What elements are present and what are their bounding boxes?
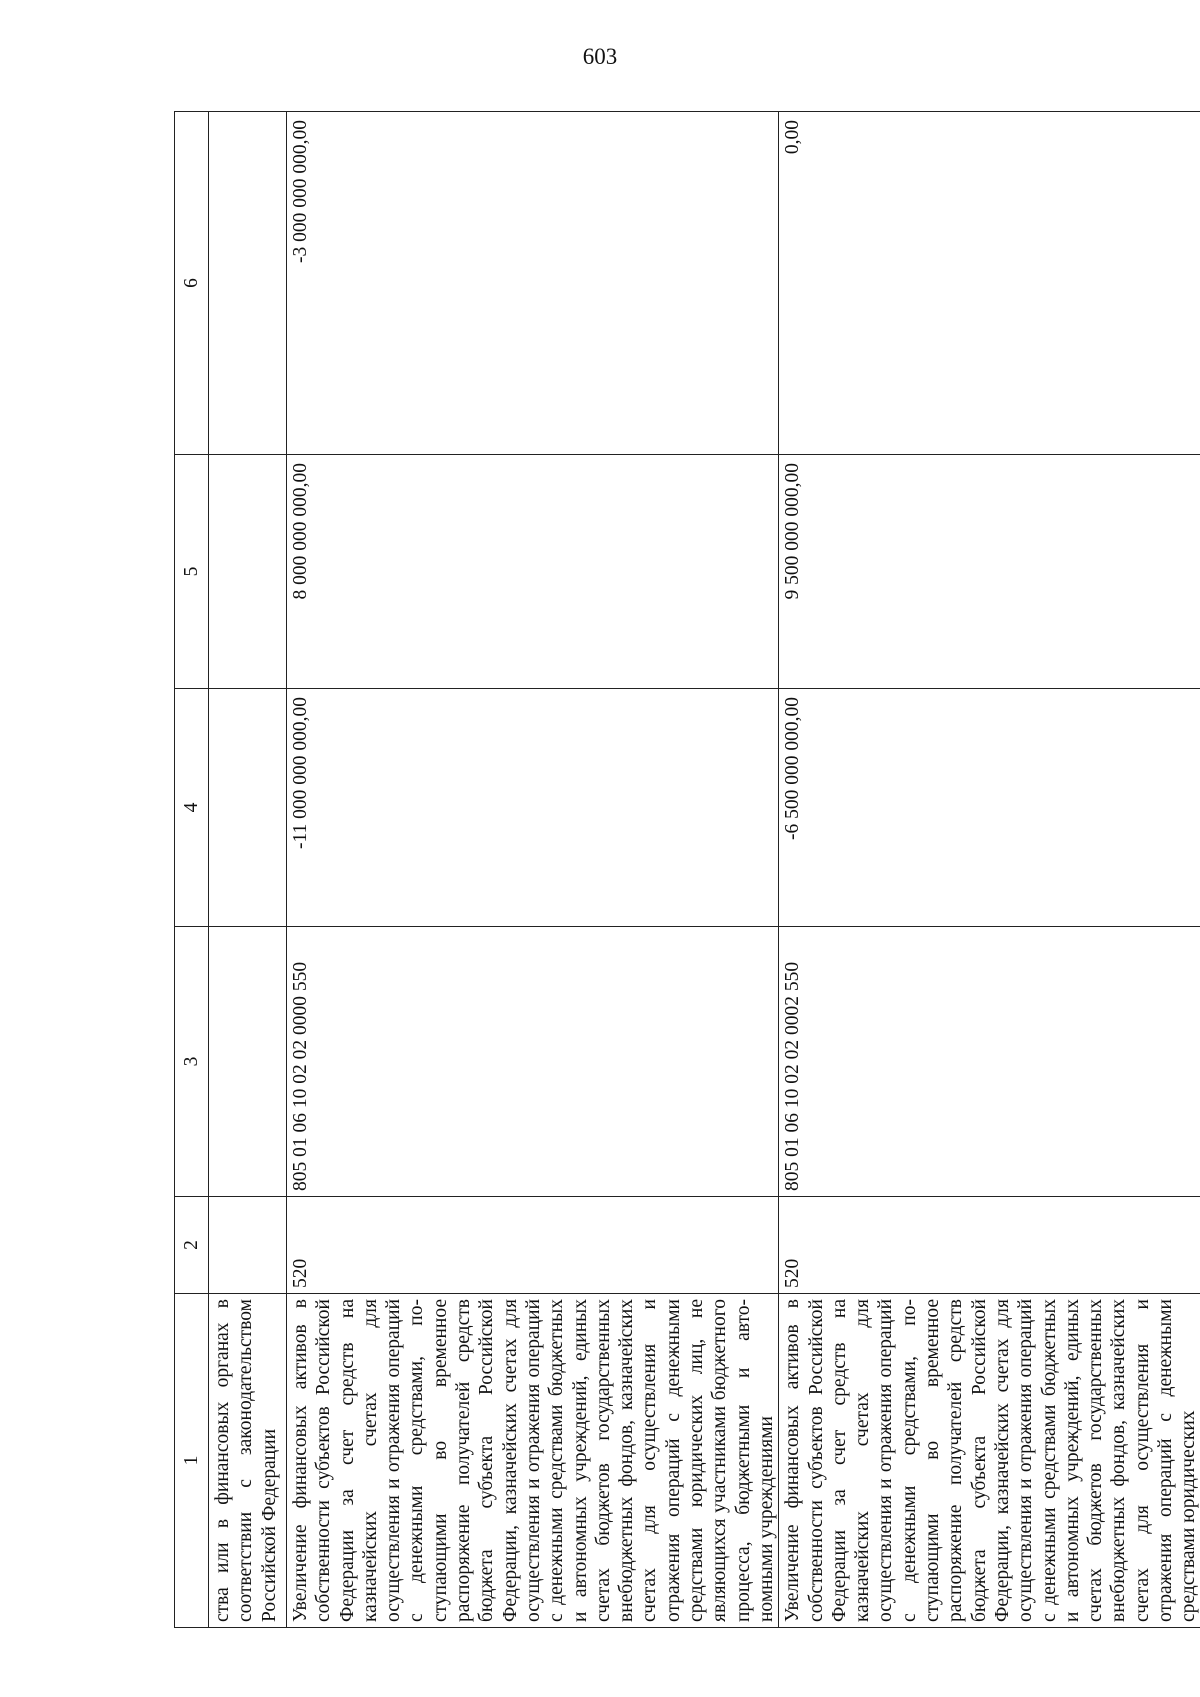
amount-cell (209, 112, 287, 455)
admin-code-cell (209, 1197, 287, 1294)
amount-cell (209, 455, 287, 689)
admin-code-cell: 520 (779, 1197, 1200, 1294)
amount-cell: -3 000 000 000,00 (287, 112, 779, 455)
budget-code-cell: 805 01 06 10 02 02 0000 550 (287, 927, 779, 1197)
header-cell: 1 (175, 1294, 209, 1628)
amount-cell: 9 500 000 000,00 (779, 455, 1200, 689)
amount-cell: 0,00 (779, 112, 1200, 455)
budget-code-cell: 805 01 06 10 02 02 0002 550 (779, 927, 1200, 1197)
header-cell: 3 (175, 927, 209, 1197)
header-cell: 2 (175, 1197, 209, 1294)
budget-table (174, 111, 1200, 1628)
amount-cell (209, 689, 287, 927)
table-row (209, 112, 287, 1628)
table-row (779, 112, 1200, 1628)
amount-cell: -11 000 000 000,00 (287, 689, 779, 927)
budget-code-cell (209, 927, 287, 1197)
description-cell: ства или в финансовых органах в соответствии с законодательством Российской Федерации (209, 1294, 287, 1628)
description-text: Увеличение финансовых активов в собственности субъектов Российской Федерации за счет средств на казначейских счетах для осуществления и отражения операций с денежными средствами, поступающими во временное распоряжение получателей средств бюджета субъекта Российской Федерации, казначейских счетах для осуществления и отражения операций с денежными средствами бюджетных и автономных учреждений, единых счетах бюджетов государственных внебюджетных фондов, казначейских счетах для осуществления и отражения операций с денежными средствами юридических (782, 1299, 1200, 1622)
header-cell: 5 (175, 455, 209, 689)
amount-cell: -6 500 000 000,00 (779, 689, 1200, 927)
page-number: 603 (582, 44, 618, 69)
header-cell: 4 (175, 689, 209, 927)
table-row (287, 112, 779, 1628)
table-header-row (175, 112, 209, 1628)
description-cell (779, 1294, 1200, 1628)
admin-code-cell: 520 (287, 1197, 779, 1294)
rotated-table-container (174, 112, 1200, 1628)
description-cell: Увеличение финансовых активов в собственности субъектов Российской Федерации за счет средств на казначейских счетах для осуществления и отражения операций с денежными средствами, поступающими во временное распоряжение получателей средств бюджета субъекта Российской Федерации, казначейских счетах для осуществления и отражения операций с денежными средствами бюджетных и автономных учреждений, единых счетах бюджетов государственных внебюджетных фондов, казначейских счетах для осуществления и отражения операций с денежными средствами юридических лиц, не являющихся участниками бюджетного процесса, бюджетными и автономными учреждениями (287, 1294, 779, 1628)
amount-cell: 8 000 000 000,00 (287, 455, 779, 689)
header-cell: 6 (175, 112, 209, 455)
